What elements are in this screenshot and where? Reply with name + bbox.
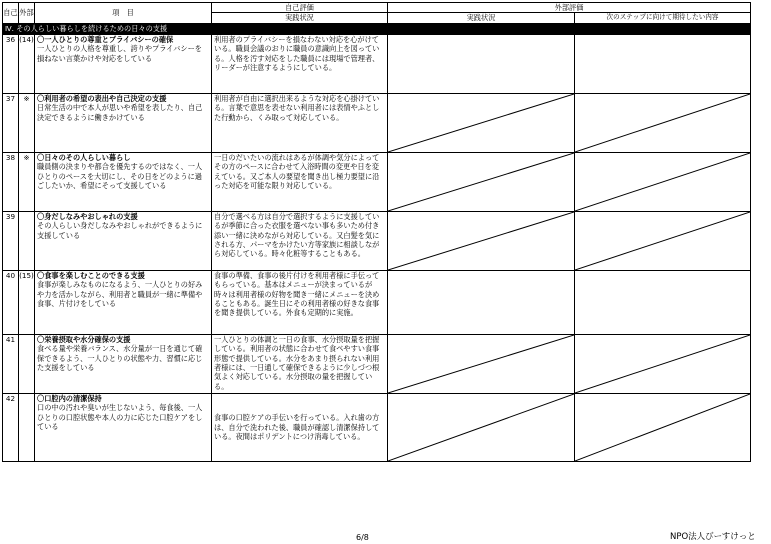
col-self-header: 自己 bbox=[3, 3, 19, 24]
table-row bbox=[3, 93, 751, 152]
ext-practice-status-header: 実践状況 bbox=[388, 13, 575, 23]
item-cell bbox=[35, 270, 212, 334]
ext-eval-header: 外部評価 bbox=[388, 3, 751, 13]
col-item-header: 項 目 bbox=[35, 3, 212, 24]
page-number: 6/8 bbox=[356, 533, 369, 542]
ext-practice-cell-crossed bbox=[388, 393, 575, 461]
table-row bbox=[3, 334, 751, 393]
item-desc: 日常生活の中で本人が思いや希望を表したり、自己決定できるように働きかけている bbox=[37, 103, 203, 122]
evaluation-table bbox=[2, 2, 751, 462]
table-row bbox=[3, 211, 751, 270]
item-title: 〇一人ひとりの尊重とプライバシーの確保 bbox=[37, 34, 174, 44]
item-cell bbox=[35, 211, 212, 270]
next-step-cell-crossed bbox=[575, 211, 751, 270]
self-no: 38 bbox=[3, 152, 19, 211]
diagonal-line bbox=[575, 153, 750, 211]
section-title: Ⅳ. その人らしい暮らしを続けるための日々の支援 bbox=[3, 23, 751, 34]
item-title: 〇利用者の希望の表出や自己決定の支援 bbox=[37, 93, 167, 103]
practice-cell: 利用者のプライバシーを損なわない対応を心がけている。職員会議のおりに職員の意識向上を図っている。人格を汚す対応をした職員には現場で管理者、リーダーが注意するようにしている。 bbox=[212, 34, 388, 93]
item-desc: 食べる量や栄養バランス、水分量が一日を通じて確保できるよう、一人ひとりの状態や力、習慣に応じた支援をしている bbox=[37, 344, 203, 373]
next-step-cell-crossed bbox=[575, 93, 751, 152]
diagonal-line bbox=[388, 212, 574, 270]
next-step-cell-crossed bbox=[575, 393, 751, 461]
practice-cell: 一人ひとりの体調と一日の食事、水分摂取量を把握している。利用者の状態に合わせて食べやすい食事形態で提供している。水分をあまり摂られない利用者様には、一日通して確保できるように少しづつ根気よく対応している。水分摂取の量を把握している。 bbox=[212, 334, 388, 393]
table-row bbox=[3, 152, 751, 211]
next-step-cell-crossed bbox=[575, 334, 751, 393]
practice-cell: 利用者が自由に選択出来るような対応を心掛けている。言葉で意思を表せない利用者には表情やふとした行動から、くみ取って対応している。 bbox=[212, 93, 388, 152]
self-no: 37 bbox=[3, 93, 19, 152]
item-cell bbox=[35, 93, 212, 152]
item-desc: その人らしい身だしなみやおしゃれができるように支援している bbox=[37, 221, 203, 240]
self-eval-header: 自己評価 bbox=[212, 3, 388, 13]
ext-practice-cell-crossed bbox=[388, 334, 575, 393]
ext-no bbox=[19, 211, 35, 270]
ext-practice-cell bbox=[388, 34, 575, 93]
item-cell bbox=[35, 34, 212, 93]
item-cell bbox=[35, 334, 212, 393]
ext-practice-cell-crossed bbox=[388, 152, 575, 211]
diagonal-line bbox=[388, 94, 574, 152]
practice-cell: 自分で選べる方は自分で選択するように支援しているが季節に合った衣服を選べない事も多いため付き添い一緒に決めながら対応している。又白髪を気にされる方、パーマをかけたい方等家族に相談しながら対応している。時々化粧等することもある。 bbox=[212, 211, 388, 270]
organization-name: NPO法人びーすけっと bbox=[670, 532, 756, 542]
diagonal-line bbox=[575, 212, 750, 270]
self-no: 42 bbox=[3, 393, 19, 461]
diagonal-line bbox=[388, 153, 574, 211]
practice-cell: 食事の準備、食事の後片付けを利用者様に手伝ってもらっている。基本はメニューが決まっているが時々は利用者様の好物を聞き一緒にメニューを決めることもある。誕生日にその利用者様の好きな食事を聞き提供している。外食も定期的に実施。 bbox=[212, 270, 388, 334]
self-no: 41 bbox=[3, 334, 19, 393]
item-desc: 食事が楽しみなものになるよう、一人ひとりの好みや力を活かしながら、利用者と職員が一緒に準備や食事、片付けをしている bbox=[37, 280, 203, 309]
ext-no: ※ bbox=[19, 152, 35, 211]
table-row bbox=[3, 270, 751, 334]
practice-status-header: 実践状況 bbox=[212, 13, 388, 23]
col-ext-header: 外部 bbox=[19, 3, 35, 24]
item-title: 〇口腔内の清潔保持 bbox=[37, 393, 102, 403]
item-title: 〇栄養摂取や水分確保の支援 bbox=[37, 334, 131, 344]
diagonal-line bbox=[388, 335, 574, 393]
diagonal-line bbox=[575, 394, 750, 461]
ext-no bbox=[19, 393, 35, 461]
ext-practice-cell-crossed bbox=[388, 93, 575, 152]
diagonal-line bbox=[575, 94, 750, 152]
item-title: 〇食事を楽しむことのできる支援 bbox=[37, 270, 145, 280]
table-row bbox=[3, 34, 751, 93]
ext-practice-cell-crossed bbox=[388, 211, 575, 270]
item-desc: 口の中の汚れや臭いが生じないよう、毎食後、一人ひとりの口腔状態や本人の力に応じた口腔ケアをしている bbox=[37, 403, 203, 432]
practice-cell: 一日のだいたいの流れはあるが体調や気分によってその方のペースに合わせて入浴時間の変更や日を変えている。又ご本人の要望を聞き出し極力要望に沿った対応を可能な限り対応している。 bbox=[212, 152, 388, 211]
self-no: 40 bbox=[3, 270, 19, 334]
section-row bbox=[3, 23, 751, 34]
item-title: 〇身だしなみやおしゃれの支援 bbox=[37, 211, 138, 221]
item-title: 〇日々のその人らしい暮らし bbox=[37, 152, 131, 162]
item-cell bbox=[35, 393, 212, 461]
practice-cell: 食事の口腔ケアの手伝いを行っている。入れ歯の方は、自分で洗われた後、職員が確認し清潔保持している。夜間はポリデントにつけ消毒している。 bbox=[212, 393, 388, 461]
item-desc: 一人ひとりの人格を尊重し、誇りやプライバシーを損ねない言葉かけや対応をしている bbox=[37, 44, 202, 63]
ext-practice-cell bbox=[388, 270, 575, 334]
next-step-cell bbox=[575, 270, 751, 334]
diagonal-line bbox=[388, 394, 574, 461]
next-step-header: 次のステップに向けて期待したい内容 bbox=[575, 13, 751, 23]
next-step-cell-crossed bbox=[575, 152, 751, 211]
self-no: 39 bbox=[3, 211, 19, 270]
self-no: 36 bbox=[3, 34, 19, 93]
diagonal-line bbox=[575, 335, 750, 393]
item-desc: 職員側の決まりや都合を優先するのではなく、一人ひとりのペースを大切にし、その日をどのように過ごしたいか、希望にそって支援している bbox=[37, 162, 203, 191]
ext-no: (15) bbox=[19, 270, 35, 334]
table-row bbox=[3, 393, 751, 461]
ext-no bbox=[19, 334, 35, 393]
item-cell bbox=[35, 152, 212, 211]
next-step-cell bbox=[575, 34, 751, 93]
ext-no: ※ bbox=[19, 93, 35, 152]
ext-no: (14) bbox=[19, 34, 35, 93]
